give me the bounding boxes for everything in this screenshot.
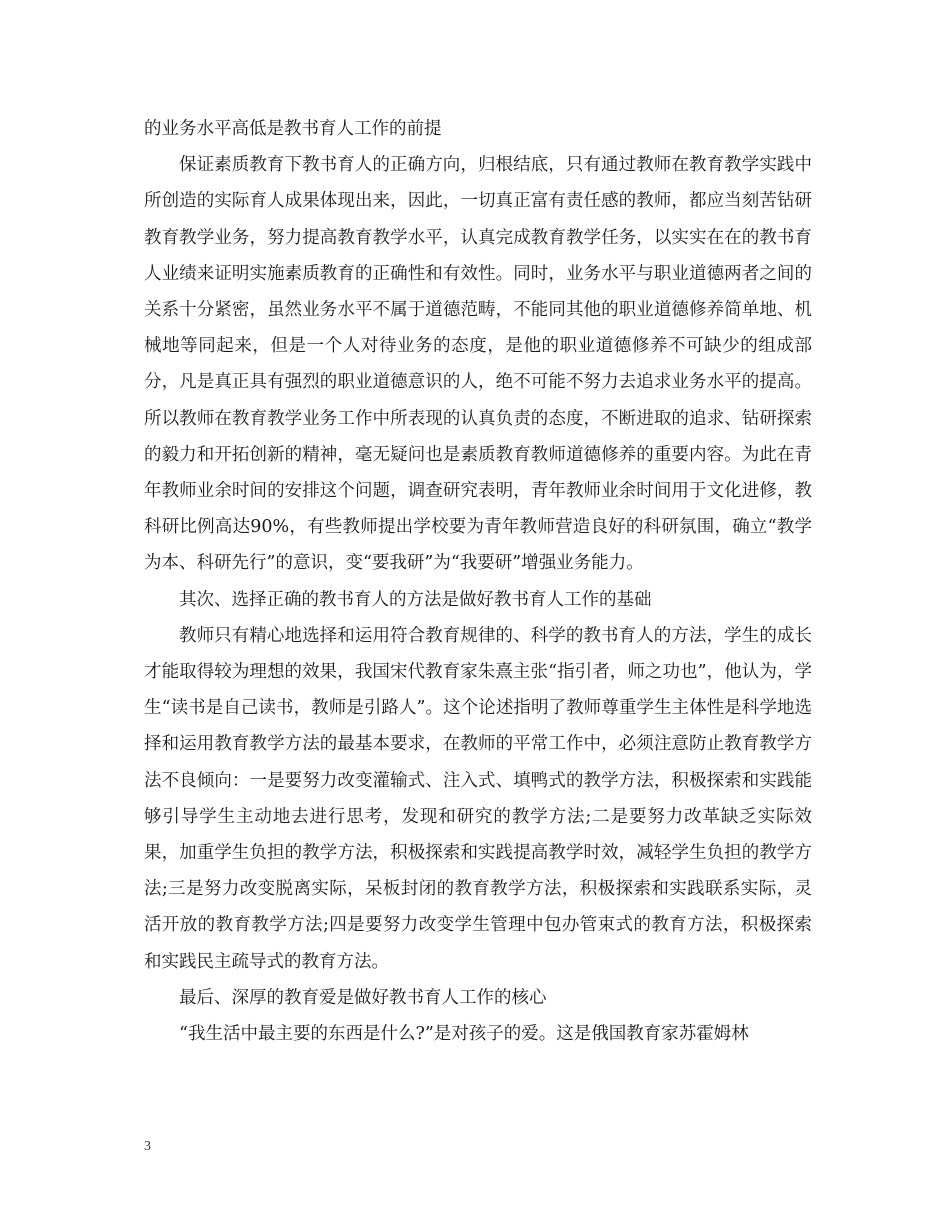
- body-text: [144, 111, 812, 1052]
- paragraph-continuation: 的业务水平高低是教书育人工作的前提: [144, 119, 442, 139]
- heading-second-method: 其次、选择正确的教书育人的方法是做好教书育人工作的基础: [179, 589, 652, 610]
- heading-last-education-love: 最后、深厚的教育爱是做好教书育人工作的核心: [179, 987, 547, 1008]
- paragraph-professional-level: 保证素质教育下教书育人的正确方向，归根结底，只有通过教师在教育教学实践中所创造的实际育人成果体现出来，因此，一切真正富有责任感的教师，都应当刻苦钻研教育教学业务，努力提高教育教学水平，认真完成教育教学任务，以实实在在的教书育人业绩来证明实施素质教育的正确性和有效性。同时，业务水平与职业道德两者之间的关系十分紧密，虽然业务水平不属于道德范畴，不能同其他的职业道德修养简单地、机械地等同起来，但是一个人对待业务的态度，是他的职业道德修养不可缺少的组成部分，凡是真正具有强烈的职业道德意识的人，绝不可能不努力去追求业务水平的提高。所以教师在教育教学业务工作中所表现的认真负责的态度，不断进取的追求、钻研探索的毅力和开拓创新的精神，毫无疑问也是素质教育教师道德修养的重要内容。为此在青年教师业余时间的安排这个问题，调查研究表明，青年教师业余时间用于文化进修，教科研比例高达90%，有些教师提出学校要为青年教师营造良好的科研氛围，确立“教学为本、科研先行”的意识，变“要我研”为“我要研”增强业务能力。: [144, 155, 812, 574]
- paragraph-teaching-methods: 教师只有精心地选择和运用符合教育规律的、科学的教书育人的方法，学生的成长才能取得较为理想的效果，我国宋代教育家朱熹主张“指引者，师之功也”，他认为，学生“读书是自己读书，教师是引路人”。这个论述指明了教师尊重学生主体性是科学地选择和运用教育教学方法的最基本要求，在教师的平常工作中，必须注意防止教育教学方法不良倾向：一是要努力改变灌输式、注入式、填鸭式的教学方法，积极探索和实践能够引导学生主动地去进行思考，发现和研究的教学方法;二是要努力改革缺乏实际效果，加重学生负担的教学方法，积极探索和实践提高教学时效，减轻学生负担的教学方法;三是努力改变脱离实际，呆板封闭的教育教学方法，积极探索和实践联系实际，灵活开放的教育教学方法;四是要努力改变学生管理中包办管束式的教育方法，积极探索和实践民主疏导式的教育方法。: [144, 625, 812, 972]
- page-number: 3: [144, 1139, 151, 1154]
- paragraph-love-of-children: “我生活中最主要的东西是什么?”是对孩子的爱。这是俄国教育家苏霍姆林: [179, 1024, 749, 1045]
